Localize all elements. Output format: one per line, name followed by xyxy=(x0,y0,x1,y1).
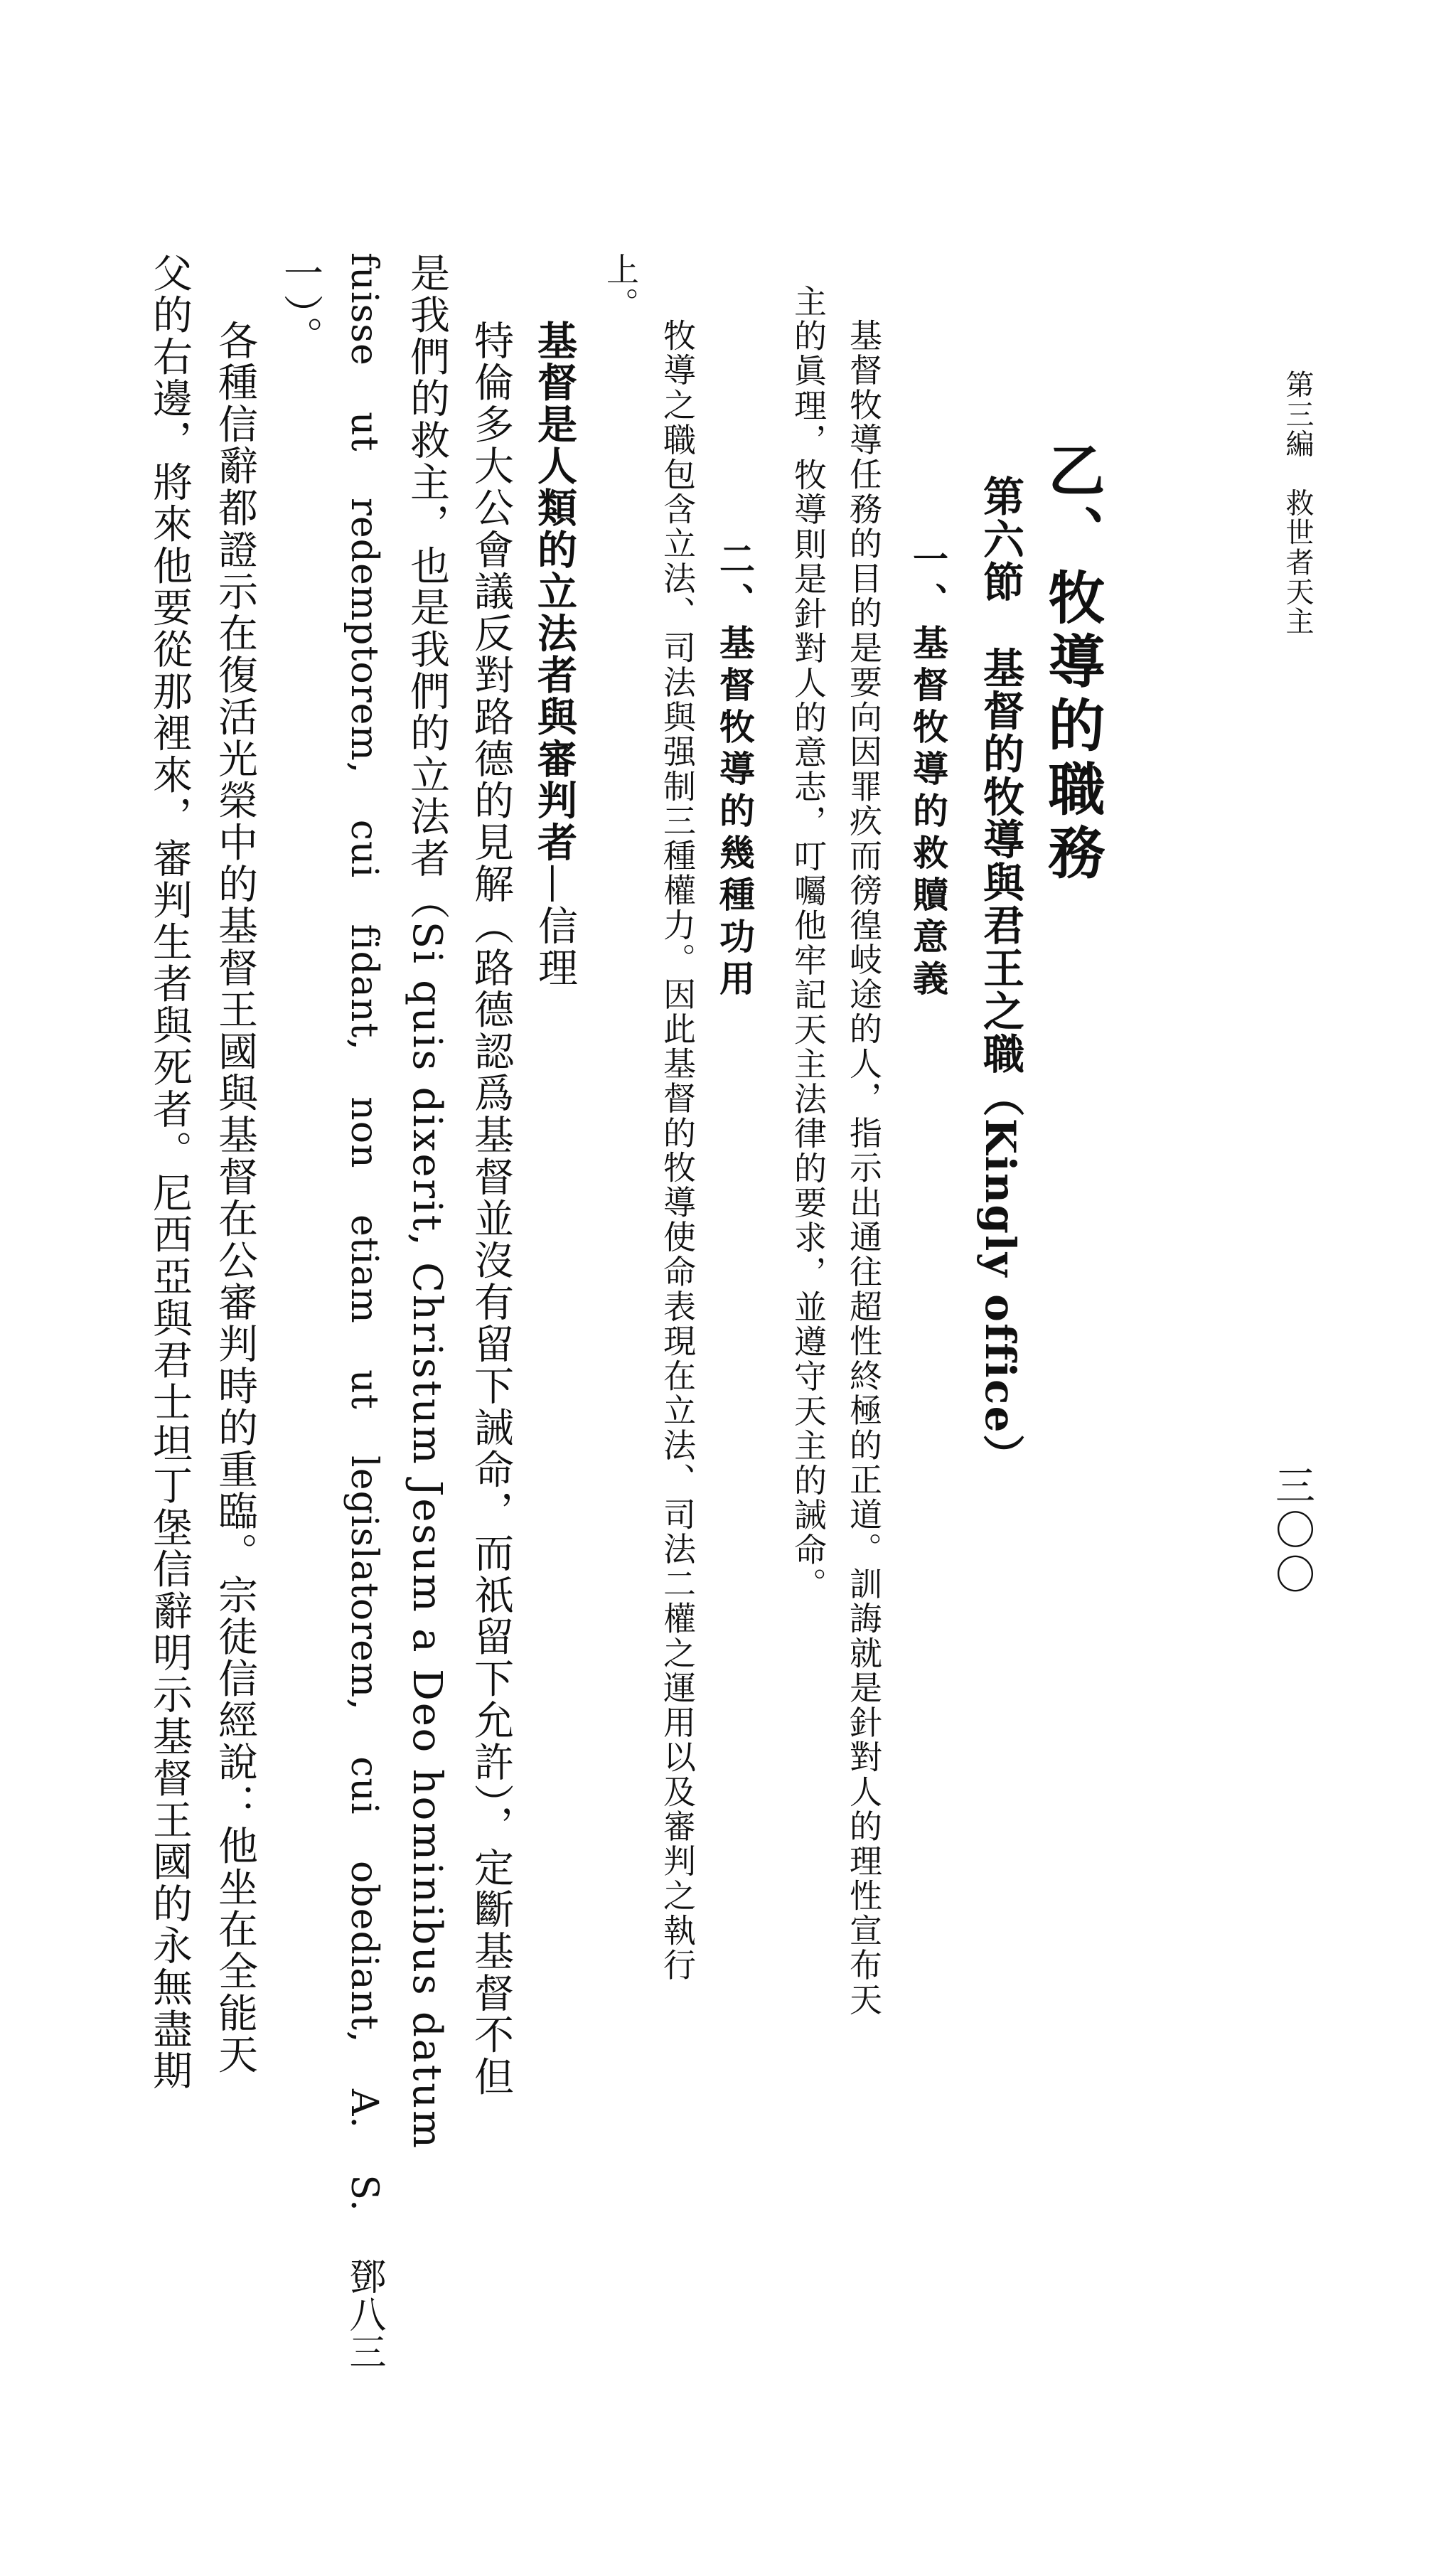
paragraph-3-line-1: 特倫多大公會議反對路德的見解（路德認爲基督並沒有留下誡命，而祇留下允許），定斷基督不但 xyxy=(468,320,514,2098)
paragraph-3-line-4: 一）。 xyxy=(277,252,323,358)
paragraph-4-line-2: 父的右邊，將來他要從那裡來，審判生者與死者。尼西亞與君士坦丁堡信辭明示基督王國的永無盡期 xyxy=(146,252,193,2093)
paragraph-1-line-1: 基督牧導任務的目的是要向因罪疚而徬徨岐途的人，指示出通往超性終極的正道。訓誨就是針對人的理性宣布天 xyxy=(845,319,883,2018)
paragraph-2-line-1: 牧導之職包含立法、司法與强制三種權力。因此基督的牧導使命表現在立法、司法二權之運用以及審判之執行 xyxy=(658,319,697,1983)
paragraph-3-line-2: 是我們的救主，也是我們的立法者（Si quis dixerit, Christum Jesum a Deo hominibus datum xyxy=(404,252,450,2150)
thesis-tail: —信理 xyxy=(532,863,578,989)
section-heading: 第六節 基督的牧導與君王之職（Kingly office） xyxy=(976,475,1024,1478)
subheading-functions: 二、基督牧導的幾種功用 xyxy=(714,540,756,1002)
thesis-heading xyxy=(531,0,578,2344)
paragraph-2-line-2: 上。 xyxy=(601,252,640,322)
chapter-title: 乙、牧導的職務 xyxy=(1039,441,1106,887)
thesis-bold: 基督是人類的立法者與審判者 xyxy=(531,320,578,864)
paragraph-4-line-1: 各種信辭都證示在復活光榮中的基督王國與基督在公審判時的重臨。宗徒信經說：他坐在全能天 xyxy=(212,320,258,2076)
paragraph-3-line-3: fuisse ut redemptorem, cui fidant, non etiam ut legislatorem, cui obediant, A. S. 鄧八三 xyxy=(343,252,385,2371)
running-header: 第三編 救世者天主 xyxy=(1281,370,1314,636)
paragraph-1-line-2: 主的眞理，牧導則是針對人的意志，叮囑他牢記天主法律的要求，並遵守天主的誡命。 xyxy=(789,284,828,1602)
subheading-redemptive-meaning: 一、基督牧導的救贖意義 xyxy=(907,540,949,1002)
page-number: 三〇〇 xyxy=(1269,1465,1315,1599)
